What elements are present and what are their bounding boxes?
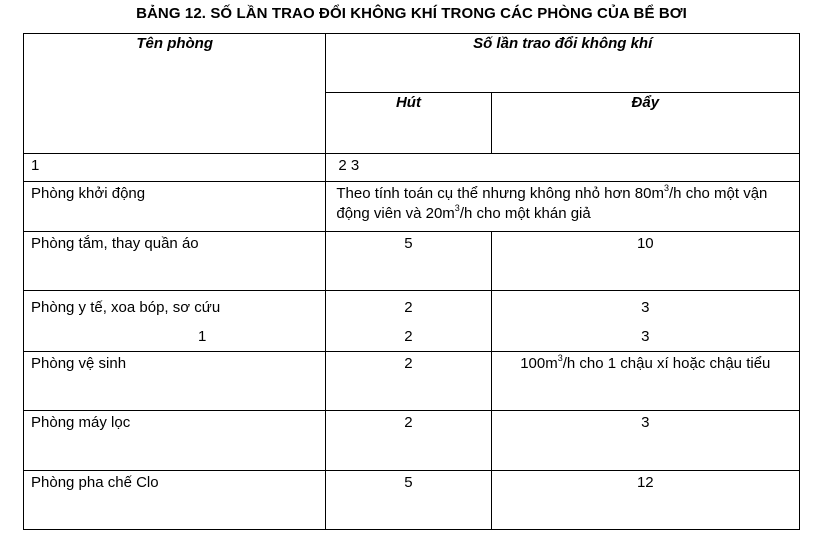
supply-value: 12 <box>491 471 799 530</box>
table-row <box>24 471 800 530</box>
room-name: Phòng pha chế Clo <box>24 471 326 530</box>
exhaust-value: 2 <box>326 352 491 411</box>
room-name: Phòng máy lọc <box>24 411 326 471</box>
exhaust-value: 2 <box>326 411 491 471</box>
table-row <box>24 291 800 352</box>
header-room-name: Tên phòng <box>24 34 326 154</box>
supply-value: 3 <box>491 411 799 471</box>
room-name: Phòng khởi động <box>24 182 326 232</box>
table-row <box>24 232 800 291</box>
header-exhaust: Hút <box>326 93 491 154</box>
room-name: Phòng vệ sinh <box>24 352 326 411</box>
room-name: Phòng y tế, xoa bóp, sơ cứu 1 <box>24 291 326 352</box>
merged-note: Theo tính toán cụ thể nhưng không nhỏ hơn $80m^3/h$ cho một vận động viên và $20m^3/h$ cho một khán giả <box>326 182 800 232</box>
table-row <box>24 352 800 411</box>
header-air-exchange: Số lần trao đổi không khí <box>326 34 800 93</box>
exhaust-value: 5 <box>326 232 491 291</box>
header-supply: Đẩy <box>491 93 799 154</box>
supply-value: $100m^3/h$ cho 1 chậu xí hoặc chậu tiểu <box>491 352 799 411</box>
air-exchange-table <box>23 33 800 530</box>
supply-value: 10 <box>491 232 799 291</box>
exhaust-value: 5 <box>326 471 491 530</box>
table-row <box>24 182 800 232</box>
sub-label: 1 <box>198 328 207 345</box>
table-title: BẢNG 12. SỐ LẦN TRAO ĐỔI KHÔNG KHÍ TRONG CÁC PHÒNG CỦA BỂ BƠI <box>136 5 687 22</box>
table-row <box>24 154 800 182</box>
index-col23: 2 3 <box>326 154 800 182</box>
room-name: Phòng tắm, thay quần áo <box>24 232 326 291</box>
index-col1: 1 <box>24 154 326 182</box>
supply-value: 3 3 <box>491 291 799 352</box>
exhaust-value: 2 2 <box>326 291 491 352</box>
table-row <box>24 411 800 471</box>
